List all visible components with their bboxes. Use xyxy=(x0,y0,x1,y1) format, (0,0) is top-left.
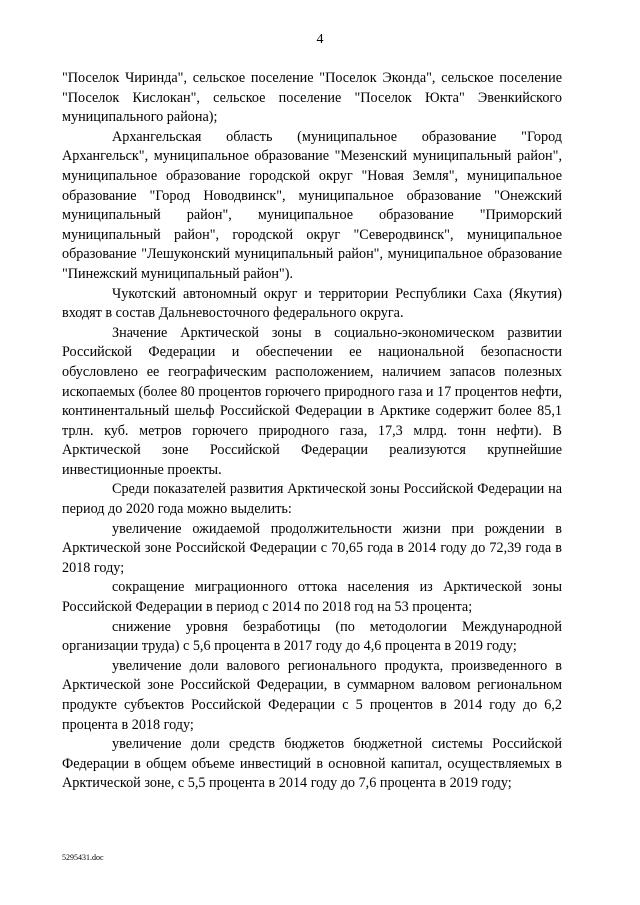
page-number: 4 xyxy=(316,32,324,47)
footer-doc-code: 5295431.doc xyxy=(62,853,104,862)
list-item-migration: сокращение миграционного оттока населения из Арктической зоны Российской Федерации в период с 2014 по 2018 год на 53 процента; xyxy=(62,579,562,616)
document-body xyxy=(62,69,562,794)
paragraph-arkhangelsk: Архангельская область (муниципальное образование "Город Архангельск", муниципальное образование "Мезенский муниципальный район", муниципальное образование городской округ "Новая Земля", муниципальное образование "Город Новодвинск", муниципальное образование "Онежский муниципальный район", муниципальное образование "Приморский муниципальный район", городской округ "Северодвинск", муниципальное образование "Лешуконский муниципальный район", муниципальное образование "Пинежский муниципальный район"). xyxy=(62,128,562,282)
paragraph-arctic-significance: Значение Арктической зоны в социально-экономическом развитии Российской Федерации и обеспечении ее национальной безопасности обусловлено ее географическим расположением, наличием запасов полезных ископаемых (более 80 процентов горючего природного газа и 17 процентов нефти, континентальный шельф Российской Федерации в Арктике содержит более 85,1 трлн. куб. метров горючего природного газа, 17,3 млрд. тонн нефти). В Арктической зоне Российской Федерации реализуются крупнейшие инвестиционные проекты. xyxy=(62,324,562,478)
paragraph-continuation: "Поселок Чиринда", сельское поселение "Поселок Эконда", сельское поселение "Поселок Кислокан", сельское поселение "Поселок Юкта" Эвенкийского муниципального района); xyxy=(62,70,562,126)
list-item-grp-share: увеличение доли валового регионального продукта, произведенного в Арктической зоне Российской Федерации, в суммарном валовом региональном продукте субъектов Российской Федерации с 5 процентов в 2014 году до 6,2 процента в 2018 году; xyxy=(62,657,562,733)
list-item-life-expectancy: увеличение ожидаемой продолжительности жизни при рождении в Арктической зоне Российской Федерации с 70,65 года в 2014 году до 72,39 года в 2018 году; xyxy=(62,520,562,576)
paragraph-chukotka: Чукотский автономный округ и территории Республики Саха (Якутия) входят в состав Дальневосточного федерального округа. xyxy=(62,285,562,322)
list-item-unemployment: снижение уровня безработицы (по методологии Международной организации труда) с 5,6 процента в 2017 году до 4,6 процента в 2019 году; xyxy=(62,618,562,655)
paragraph-indicators-intro: Среди показателей развития Арктической зоны Российской Федерации на период до 2020 года можно выделить: xyxy=(62,481,562,518)
list-item-budget-share: увеличение доли средств бюджетов бюджетной системы Российской Федерации в общем объеме инвестиций в основной капитал, осуществляемых в Арктической зоне, с 5,5 процента в 2014 году до 7,6 процента в 2019 году; xyxy=(62,736,562,792)
